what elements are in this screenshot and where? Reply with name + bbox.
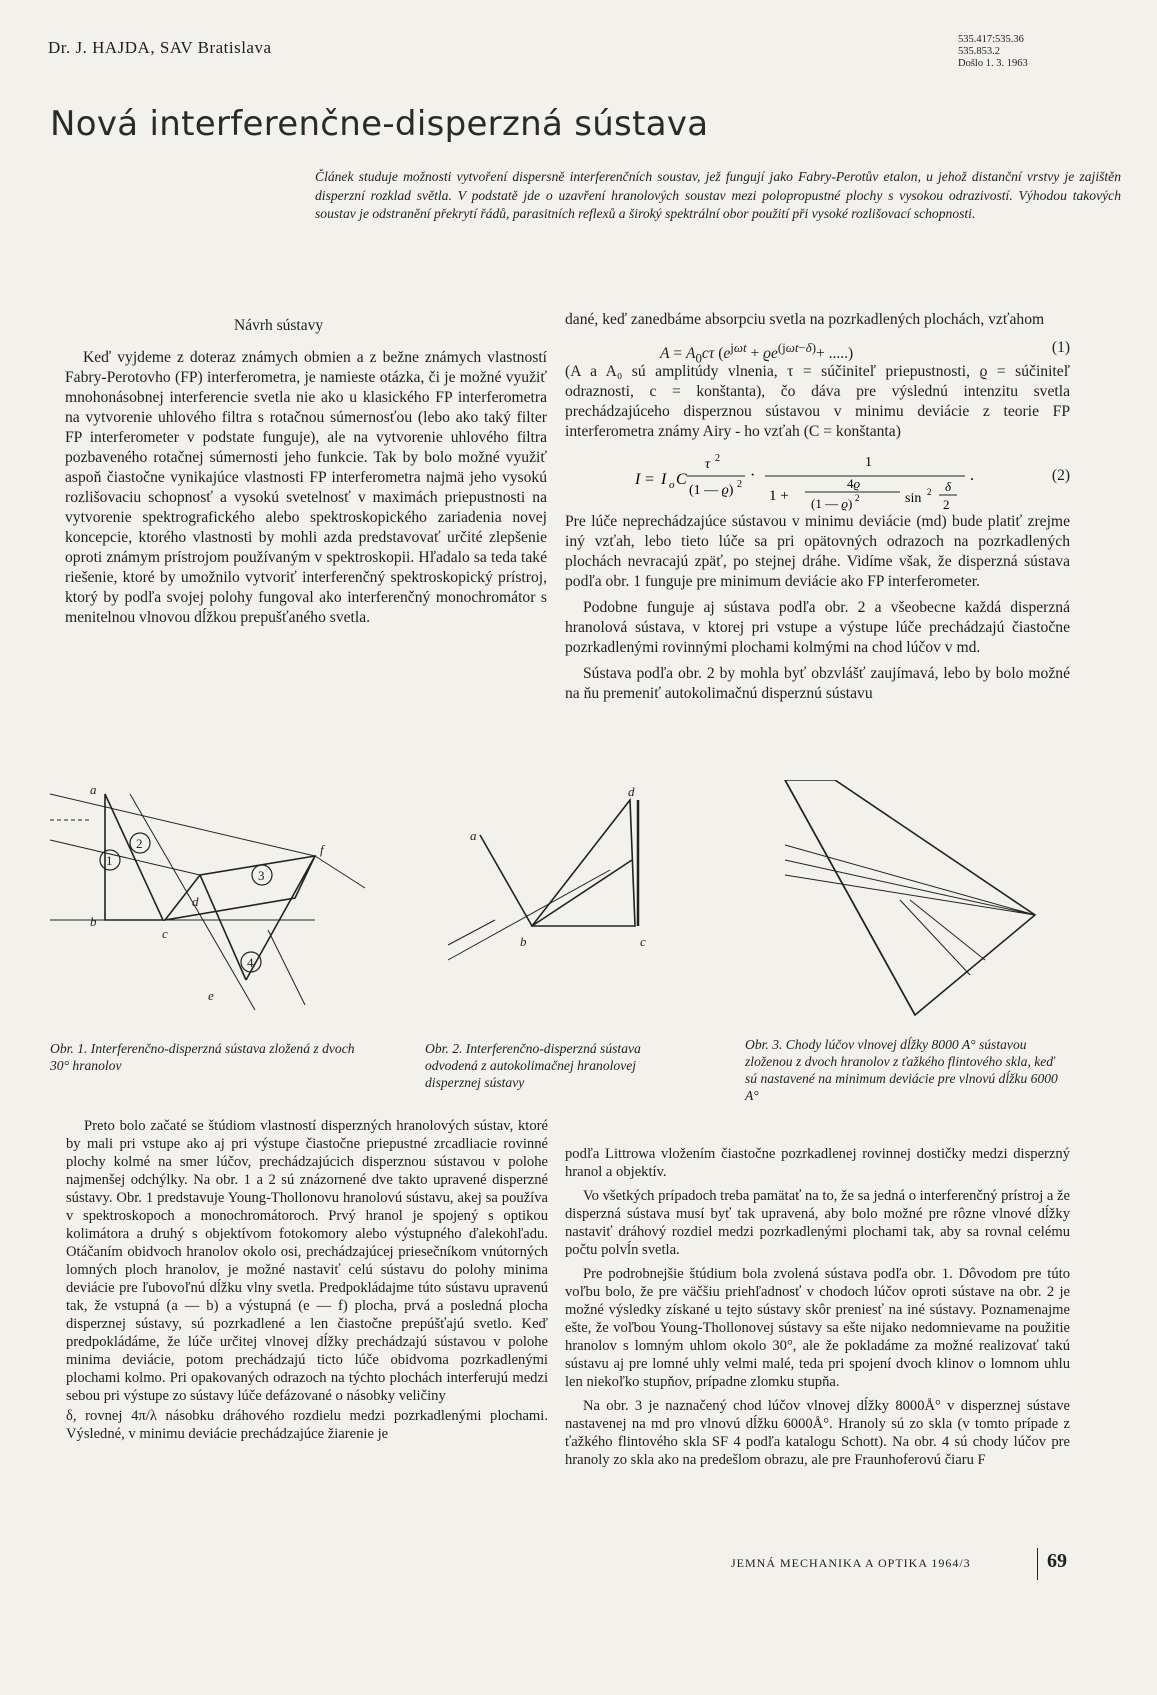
figure-2-labels bbox=[470, 784, 646, 949]
figure-3 bbox=[785, 780, 1035, 1015]
udc-block bbox=[958, 34, 1028, 70]
equation-1-number: (1) bbox=[1051, 339, 1070, 356]
section-heading: Návrh sústavy bbox=[234, 317, 324, 334]
svg-text:a: a bbox=[90, 782, 97, 797]
fig2-ray-1 bbox=[448, 870, 610, 960]
svg-text:d: d bbox=[628, 784, 635, 799]
fig2-ray-2 bbox=[448, 920, 495, 945]
right-paragraph-3: Sústava podľa obr. 2 by mohla byť obzvlášť zaujímavá, lebo by bolo možné na ňu premeniť autokolimačnú disperznú sústavu bbox=[565, 665, 1070, 702]
figures-svg bbox=[50, 780, 1080, 1040]
figure-1 bbox=[50, 794, 365, 1010]
fig2-prism bbox=[532, 800, 635, 926]
svg-text:2: 2 bbox=[927, 487, 932, 497]
fig3-ray-4 bbox=[900, 900, 970, 975]
svg-text:1 +: 1 + bbox=[769, 488, 789, 504]
svg-text:e: e bbox=[208, 988, 214, 1003]
svg-text:4: 4 bbox=[247, 955, 254, 970]
svg-text:τ: τ bbox=[705, 457, 711, 472]
fig1-prism-1 bbox=[105, 794, 163, 920]
fig1-ray-2 bbox=[50, 840, 200, 875]
right-column bbox=[565, 310, 1070, 710]
svg-text:c: c bbox=[640, 934, 646, 949]
author-line: Dr. J. HAJDA, SAV Bratislava bbox=[48, 38, 272, 57]
right-explain: (A a A₀ sú amplitúdy vlnenia, τ = súčiniteľ priepustnosti, ϱ = súčiniteľ odraznosti, c = konštanta), čo dáva pre výslednú intenzitu svetla prechádzajúceho disperznou sústavou v minimu deviácie z teorie FP interferometra známy Airy - ho vzťah (C = konštanta) bbox=[565, 363, 1070, 440]
fig3-caption: Obr. 3. Chody lúčov vlnovej dĺžky 8000 A° sústavou zloženou z dvoch hranolov z ťažkého flintového skla, keď sú nastavené na minimum deviácie pre vlnovú dĺžku 6000 A° bbox=[745, 1037, 1058, 1103]
svg-text:4ϱ: 4ϱ bbox=[847, 476, 861, 491]
fig3-edge-1 bbox=[785, 780, 915, 1015]
left-column bbox=[65, 348, 547, 634]
svg-text:I: I bbox=[635, 471, 641, 488]
fig1-ray-out bbox=[315, 856, 365, 888]
fig1-ray-1 bbox=[50, 794, 315, 856]
bottom-right-column bbox=[565, 1145, 1070, 1469]
equation-2-row bbox=[565, 448, 1070, 512]
svg-text:I: I bbox=[661, 471, 667, 488]
bottom-right-paragraph-3: Pre podrobnejšie štúdium bola zvolená sústava podľa obr. 1. Dôvodom pre túto voľbu bolo, že pre väčšiu priehľadnosť v chodoch lúčov oproti sústave na obr. 2 je možné výsledky získané u tejto sústavy skôr preniesť na iné sústavy. Poznamenajme ešte, že voľbou Young-Thollonovej sústavy sa ešte nijako nedomnievame na použitie hranolov s lomným uhlom okolo 30°, ale že pokladáme za možné realizovať takú sústavu aj pre lomné uhly velmi malé, teda pri spojení dvoch klinov o lomnom uhlu len niekoľko stupňov, prípadne zlomku stupňa. bbox=[565, 1266, 1070, 1390]
svg-text:δ: δ bbox=[945, 479, 952, 494]
svg-text:2: 2 bbox=[855, 493, 860, 503]
fig3-ray-2 bbox=[785, 860, 1035, 915]
svg-text:2: 2 bbox=[136, 836, 143, 851]
right-paragraph-1: Pre lúče neprechádzajúce sústavou v minimu deviácie (md) bude platiť zrejme iný vzťah, lebo tieto lúče sa pri opätovných odrazoch na pozrkadlených plochách nevracajú zpäť, po stejnej dráhe. Vidíme však, že disperzná sústava podľa obr. 1 funguje pre minimum deviácie ako FP interferometer. bbox=[565, 513, 1070, 590]
fig2-plate bbox=[480, 835, 532, 926]
fig1-prism-2 bbox=[165, 856, 315, 920]
udc-code-2: 535.853.2 bbox=[958, 46, 1000, 57]
svg-text:(1 — ϱ): (1 — ϱ) bbox=[811, 496, 853, 511]
svg-text:d: d bbox=[192, 894, 199, 909]
journal-footer: JEMNÁ MECHANIKA A OPTIKA 1964/3 bbox=[731, 1556, 971, 1570]
svg-text:sin: sin bbox=[905, 491, 922, 506]
svg-text:(1 — ϱ): (1 — ϱ) bbox=[689, 483, 734, 498]
svg-text:3: 3 bbox=[258, 868, 265, 883]
svg-text:.: . bbox=[970, 467, 974, 484]
bottom-left-paragraph-2: δ, rovnej 4π/λ násobku dráhového rozdielu medzi pozrkadlenými plochami. Výsledné, v minimu deviácie prechádzajúce žiarenie je bbox=[66, 1408, 548, 1442]
fig3-prisms bbox=[785, 780, 1035, 1015]
svg-text:f: f bbox=[320, 842, 324, 857]
figure-2 bbox=[448, 800, 638, 960]
fig2-caption: Obr. 2. Interferenčno-disperzná sústava odvodená z autokolimačnej hranolovej disperznej sústavy bbox=[425, 1041, 641, 1090]
svg-text:2: 2 bbox=[737, 479, 742, 490]
fig1-prism-edge-2 bbox=[246, 856, 315, 980]
right-intro: dané, keď zanedbáme absorpciu svetla na pozrkadlených plochách, vzťahom bbox=[565, 311, 1045, 328]
svg-text:o: o bbox=[669, 479, 675, 491]
fig1-ray-down bbox=[268, 930, 305, 1005]
udc-code-1: 535.417:535.36 bbox=[958, 34, 1024, 45]
fig3-ray-1 bbox=[785, 845, 1035, 915]
svg-text:c: c bbox=[162, 926, 168, 941]
bottom-right-paragraph-1: podľa Littrowa vložením čiastočne pozrkadlenej rovinnej dostičky medzi disperzný hranol a objektív. bbox=[565, 1146, 1070, 1180]
bottom-left-paragraph-1: Preto bolo začaté se štúdiom vlastností disperzných hranolových sústav, ktoré by mali pri vstupe ako aj pri výstupe čiastočne priepustné zrcadliacie rovinné plochy kolmé na smer lúčov, prechádzajúcich disperznou sústavou v polohe najmenšej odchýlky. Na obr. 1 a 2 sú znázornené dve takto upravené disperzné sústavy. Obr. 1 predstavuje Young-Thollonovu hranolovú sústavu, akej sa používa v spektroskopoch a monochromátoroch. Prvý hranol je spojený s optikou kolimátora a druhý s objektívom fotokomory alebo výstupného ďalekohľadu. Otáčaním obidvoch hranolov okolo osi, prechádzajúcej priesečníkom vnútorných lomných ploch hranolov, je možné nastaviť celú sústavu do polohy minima deviácie pre ľubovoľnú dĺžku vlny svetla. Predpokládajme túto sústavu upravenú tak, že vstupná (a — b) a výstupná (e — f) plocha, prvá a posledná plocha disperznej sústavy, sú pozrkadlené a len čiastočne prepúšťajú svetlo. Keď predpokládáme, že lúče určitej vlnovej dĺžky prechádzajú sústavou v polohe minima deviácie, potom prechádzajú ticto lúče obidvoma pozrkadlenými plochami kolmo. Pri opakovaných odrazoch na týchto plochách interferujú medzi sebou pri výstupe zo sústavy lúče defázované o násobky veličiny bbox=[66, 1118, 548, 1404]
svg-text:1: 1 bbox=[865, 455, 872, 470]
bottom-right-paragraph-2: Vo všetkých prípadoch treba pamätať na to, že sa jedná o interferenčný prístroj a že disperzná sústava musí byť tak upravená, aby bolo možné pre rôzne vlnové dĺžky nastaviť dráhový rozdiel medzi pozrkadlenými plochami tak, aby sa rovnal celému počtu polvĺn svetla. bbox=[565, 1188, 1070, 1258]
svg-text:b: b bbox=[90, 914, 97, 929]
fig1-caption: Obr. 1. Interferenčno-disperzná sústava zložená z dvoch 30° hranolov bbox=[50, 1041, 355, 1073]
fig3-ray-3 bbox=[785, 875, 1035, 915]
bottom-left-column bbox=[66, 1117, 548, 1443]
received-date: Došlo 1. 3. 1963 bbox=[958, 58, 1028, 69]
svg-text:·: · bbox=[750, 467, 756, 484]
svg-text:1: 1 bbox=[106, 853, 113, 868]
svg-text:2: 2 bbox=[715, 453, 720, 464]
svg-text:=: = bbox=[645, 471, 655, 488]
bottom-right-paragraph-4: Na obr. 3 je naznačený chod lúčov vlnovej dĺžky 8000Å° v disperznej sústave nastavenej na md pro vlnovú dĺžku 6000Å°. Hranoly sú zo skla (v tomto prípade z ťažkého flintového skla SF 4 podľa katalogu Schott). Na obr. 4 sú chody lúčov pre hranoly zo skla ako na predešlom obrazu, ale pre Fraunhoferovú čiaru F bbox=[565, 1398, 1070, 1468]
svg-text:b: b bbox=[520, 934, 527, 949]
article-title: Nová interferenčne-disperzná sústava bbox=[50, 104, 709, 144]
abstract: Článek studuje možnosti vytvoření dispersně interferenčních soustav, jež fungují jako Fabry-Perotův etalon, u jehož distanční vrstvy je zajištěn disperzní rozklad světla. V podstatě jde o uzavření hranolových soustav mezi polopropustné plochy s vysokou odrazivostí. Výhodou takových soustav je odstranění překrytí řádů, parasitních reflexů a široký spektrální obor použití při vysoké rozlišovací schopnosti. bbox=[315, 169, 1121, 221]
equation-2-number: (2) bbox=[1051, 467, 1070, 484]
svg-text:C: C bbox=[676, 471, 687, 488]
svg-text:2: 2 bbox=[943, 497, 950, 512]
right-paragraph-2: Podobne funguje aj sústava podľa obr. 2 a všeobecne každá disperzná hranolová sústava, v ktorej pri vstupe a výstupe lúče prechádzajú čiastočne pozrkadlenými rovinnými plochami kolmými na chod lúčov v md. bbox=[565, 599, 1070, 656]
left-paragraph: Keď vyjdeme z doteraz známych obmien a z bežne známych vlastností Fabry-Perotovho (FP) interferometra, je namieste otázka, či je možné využiť mnohonásobnej interferencie svetla nie ako u klasického FP interferometra na vytvorenie uhlového filtra s rotačnou súmernosťou (lebo ako taký filter FP interferometer v podstate funguje), ale na vytvorenie uhlového filtra pozbaveného rotačnej súmernosti jeho funkcie. Tak by bolo možné využiť aspoň čiastočne vynikajúce vlastnosti FP interferometra najmä jeho vysokú rozlišovaciu schopnosť a vysokú svetelnosť v maximách priepustnosti na vytvorenie spektrografického alebo spektroskopického zariadenia novej koncepcie, ktorého vlastnosti by mohli azda predstavovať určité zlepšenie oproti známym prístrojom používaným v spektroskopii. Hľadalo sa teda také riešenie, ktoré by umožnilo vytvoriť interferenčný spektroskopický prístroj, ktorý by podľa svojej polohy fungoval ako interferenčný monochromátor s menitelnou vlnovou dĺžkou prepušťaného svetla. bbox=[65, 349, 547, 626]
equation-1-row bbox=[565, 336, 1070, 366]
fig2-prism-inner bbox=[532, 860, 632, 926]
equation-2 bbox=[565, 448, 1070, 512]
page-number: 69 bbox=[1047, 1550, 1067, 1572]
footer-divider bbox=[1037, 1548, 1038, 1580]
equation-1: $A = A_0c\tau$ ($e^{j\omega t} + ϱe^{(j\omega t-\delta)}+$ .....) bbox=[660, 340, 854, 366]
svg-text:a: a bbox=[470, 828, 477, 843]
